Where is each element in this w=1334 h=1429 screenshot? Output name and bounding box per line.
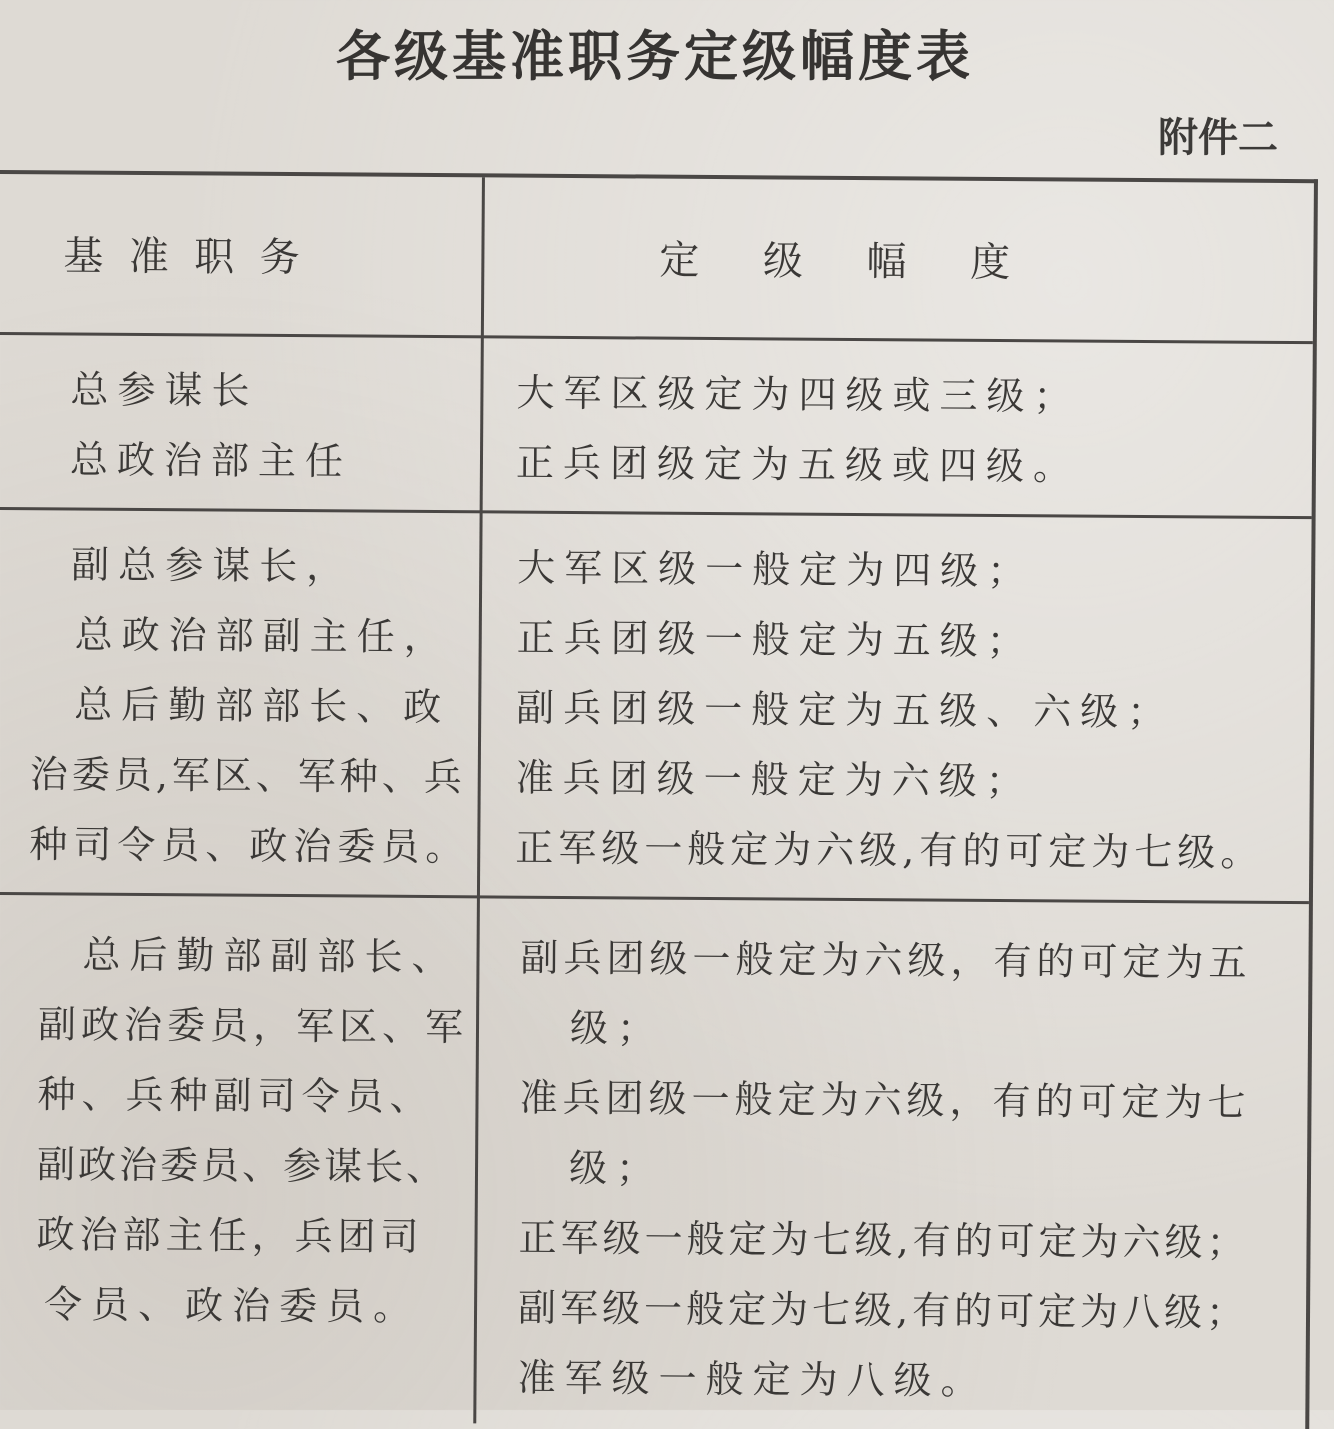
row-3-range-line-5: 正军级一般定为七级,有的可定为六级； bbox=[518, 1215, 1249, 1265]
row-2-duty-line-3: 总后勤部部长、政 bbox=[74, 682, 451, 730]
row-3-duty-line-1: 总后勤部副部长、 bbox=[82, 932, 459, 980]
row-3-duty-line-2: 副政治委员，军区、军 bbox=[37, 1002, 469, 1050]
row-3-duty bbox=[36, 919, 469, 1342]
page-title: 各级基准职务定级幅度表 bbox=[336, 25, 974, 88]
row-3-duty-line-4: 副政治委员、参谋长、 bbox=[36, 1142, 448, 1190]
row-divider-1 bbox=[0, 507, 1312, 519]
row-3-range-line-7: 准军级一般定为八级。 bbox=[517, 1355, 988, 1403]
row-2-duty-line-4: 治委员,军区、军种、兵 bbox=[29, 752, 467, 800]
row-3-range bbox=[517, 923, 1251, 1418]
header-row-divider bbox=[0, 332, 1313, 344]
row-3-range-line-3: 准兵团级一般定为六级，有的可定为七 bbox=[519, 1075, 1251, 1125]
row-3-range-line-2: 级； bbox=[569, 1006, 665, 1051]
grade-range-table bbox=[0, 170, 1318, 1429]
row-3-range-line-6: 副军级一般定为七级,有的可定为八级； bbox=[517, 1285, 1249, 1335]
row-divider-2 bbox=[0, 892, 1309, 904]
column-divider bbox=[473, 177, 485, 1423]
row-1-range-line-2: 正兵团级定为五级或四级。 bbox=[515, 440, 1081, 489]
row-1-duty bbox=[70, 354, 353, 496]
row-2-range-line-4: 准兵团级一般定为六级； bbox=[515, 755, 1033, 804]
row-3-range-line-1: 副兵团级一般定为六级，有的可定为五 bbox=[520, 935, 1252, 985]
row-2-range-line-3: 副兵团级一般定为五级、六级； bbox=[516, 685, 1175, 735]
row-2-range-line-5: 正军级一般定为六级,有的可定为七级。 bbox=[515, 825, 1264, 875]
row-2-duty-line-1: 副总参谋长， bbox=[71, 542, 354, 589]
row-1-duty-line-2: 总政治部主任 bbox=[69, 437, 353, 484]
row-3-duty-line-3: 种、兵种副司令员、 bbox=[37, 1072, 434, 1120]
header-duty: 基 准 职 务 bbox=[63, 233, 300, 282]
row-2-range-line-2: 正兵团级一般定为五级； bbox=[516, 615, 1034, 664]
attachment-label: 附件二 bbox=[1158, 115, 1278, 161]
row-2-duty-line-2: 总政治部副主任， bbox=[74, 612, 451, 660]
row-2-duty bbox=[29, 529, 471, 882]
row-2-range bbox=[515, 533, 1266, 888]
row-1-duty-line-1: 总参谋长 bbox=[70, 367, 259, 413]
row-2-range-line-1: 大军区级一般定为四级； bbox=[517, 545, 1035, 594]
row-1-range-line-1: 大军区级定为四级或三级； bbox=[516, 370, 1081, 419]
header-range: 定 级 幅 度 bbox=[659, 237, 1011, 287]
row-1-range bbox=[516, 358, 1081, 502]
row-3-duty-line-5: 政治部主任，兵团司 bbox=[36, 1212, 424, 1259]
row-3-range-line-4: 级； bbox=[568, 1145, 664, 1191]
row-3-duty-line-6: 令员、政治委员。 bbox=[43, 1282, 421, 1329]
row-2-duty-line-5: 种司令员、政治委员。 bbox=[29, 822, 470, 870]
